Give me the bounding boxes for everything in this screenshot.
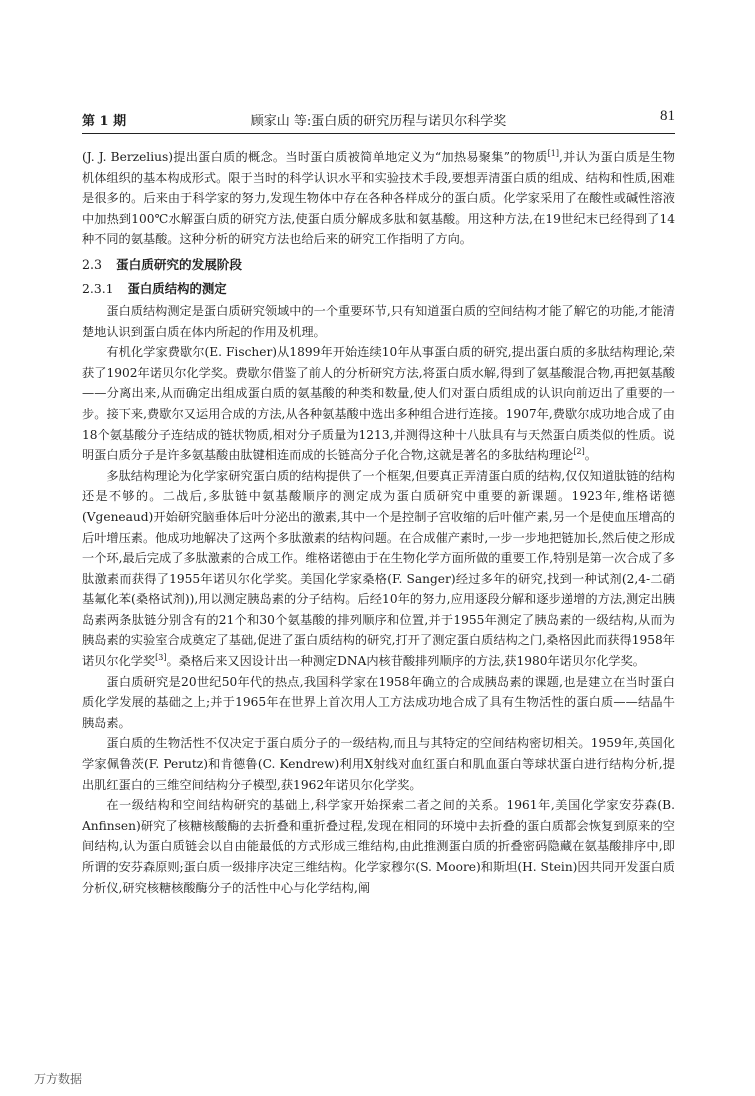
paragraph-3-text-cont: 。 bbox=[584, 448, 597, 463]
paragraph-4-text: 多肽结构理论为化学家研究蛋白质的结构提供了一个框架,但要真正弄清蛋白质的结构,仅仅知道肽链的结构还是不够的。二战后,多肽链中氨基酸顺序的测定成为蛋白质研究中重要的新课题。1923年,维格诺德(Vgeneaud)开始研究脑垂体后叶分泌出的激素,其中一个是控制子宫收缩的后叶催产素,另一个是使血压增高的后叶增压素。他成功地解决了这两个多肽激素的结构问题。在合成催产素时,一步一步地把链加长,然后使之形成一个环,最后完成了多肽激素的合成工作。维格诺德由于在生物化学方面所做的重要工作,特别是第一次合成了多肽激素而获得了1955年诺贝尔化学奖。美国化学家桑格(F. Sanger)经过多年的研究,找到一种试剂(2,4-二硝基氟化苯(桑格试剂)),用以测定胰岛素的分子结构。后经10年的努力,应用逐段分解和逐步递增的方法,测定出胰岛素两条肽链分别含有的21个和30个氨基酸的排列顺序和位置,并于1955年测定了胰岛素的一级结构,从而为胰岛素的实验室合成奠定了基础,促进了蛋白质结构的研究,打开了测定蛋白质结构之门,桑格因此而获得1958年诺贝尔化学奖 bbox=[82, 468, 675, 669]
paragraph-7: 在一级结构和空间结构研究的基础上,科学家开始探索二者之间的关系。1961年,美国化学家安芬森(B. Anfinsen)研究了核糖核酸酶的去折叠和重折叠过程,发现在相同的环境中去折叠的蛋白质都会恢复到原来的空间结构,认为蛋白质链会以自由能最低的方式形成三维结构,由此推测蛋白质的折叠密码隐藏在氨基酸排序中,即所谓的安芬森原则;蛋白质一级排序决定三维结构。化学家穆尔(S. Moore)和斯坦(H. Stein)因共同开发蛋白质分析仪,研究核糖核酸酶分子的活性中心与化学结构,阐 bbox=[82, 798, 675, 895]
paragraph-1 bbox=[82, 147, 675, 250]
running-header bbox=[82, 110, 675, 132]
citation-ref: [1] bbox=[547, 149, 559, 158]
section-title: 蛋白质研究的发展阶段 bbox=[116, 256, 242, 272]
paragraph-2: 蛋白质结构测定是蛋白质研究领域中的一个重要环节,只有知道蛋白质的空间结构才能了解它的功能,才能清楚地认识到蛋白质在体内所起的作用及机理。 bbox=[82, 303, 675, 339]
subsection-number: 2.3.1 bbox=[82, 280, 114, 296]
header-rule bbox=[82, 133, 675, 134]
paragraph-5: 蛋白质研究是20世纪50年代的热点,我国科学家在1958年确立的合成胰岛素的课题,也是建立在当时蛋白质化学发展的基础之上;并于1965年在世界上首次用人工方法成功地合成了具有生物活性的蛋白质——结晶牛胰岛素。 bbox=[82, 674, 675, 730]
article-body bbox=[82, 147, 675, 898]
paragraph-1-text-cont: ,并认为蛋白质是生物机体组织的基本构成形式。限于当时的科学认识水平和实验技术手段,要想弄清蛋白质的组成、结构和性质,困难是很多的。后来由于科学家的努力,发现生物体中存在各种各样成分的蛋白质。化学家采用了在酸性或碱性溶液中加热到100℃水解蛋白质的研究方法,使蛋白质分解成多肽和氨基酸。用这种方法,在19世纪末已经得到了14种不同的氨基酸。这种分析的研究方法也给后来的研究工作指明了方向。 bbox=[82, 150, 675, 247]
watermark-text: 万方数据 bbox=[34, 1072, 83, 1086]
paragraph-4-text-cont: 。桑格后来又因设计出一种测定DNA内核苷酸排列顺序的方法,获1980年诺贝尔化学奖。 bbox=[166, 654, 645, 669]
paragraph-4 bbox=[82, 466, 675, 672]
subsection-title: 蛋白质结构的测定 bbox=[127, 280, 227, 296]
subsection-heading-2-3-1 bbox=[82, 278, 675, 299]
citation-ref: [3] bbox=[155, 653, 167, 663]
paragraph-6: 蛋白质的生物活性不仅决定于蛋白质分子的一级结构,而且与其特定的空间结构密切相关。1959年,英国化学家佩鲁茨(F. Perutz)和肯德鲁(C. Kendrew)利用X射线对血红蛋白和肌血蛋白等球状蛋白进行结构分析,提出肌红蛋白的三维空间结构分子模型,获1962年诺贝尔化学奖。 bbox=[82, 736, 675, 792]
paragraph-1-text: (J. J. Berzelius)提出蛋白质的概念。当时蛋白质被简单地定义为“加热易聚集”的物质 bbox=[82, 150, 548, 164]
issue-label: 第 1 期 bbox=[82, 114, 127, 129]
page-number: 81 bbox=[660, 108, 675, 124]
citation-ref: [2] bbox=[573, 447, 585, 457]
section-number: 2.3 bbox=[82, 256, 103, 272]
section-heading-2-3 bbox=[82, 254, 675, 275]
running-title: 顾家山 等:蛋白质的研究历程与诺贝尔科学奖 bbox=[250, 114, 507, 129]
paragraph-3-text: 有机化学家费歇尔(E. Fischer)从1899年开始连续10年从事蛋白质的研究,提出蛋白质的多肽结构理论,荣获了1902年诺贝尔化学奖。费歇尔借鉴了前人的分析研究方法,将蛋白质水解,得到了氨基酸混合物,再把氨基酸——分离出来,从而确定出组成蛋白质的氨基酸的种类和数量,使人们对蛋白质组成的认识向前迈出了重要的一步。接下来,费歇尔又运用合成的方法,从各种氨基酸中选出多种组合进行连接。1907年,费歇尔成功地合成了由18个氨基酸分子连结成的链状物质,相对分子质量为1213,并测得这种十八肽具有与天然蛋白质类似的性质。说明蛋白质分子是许多氨基酸由肽键相连而成的长链高分子化合物,这就是著名的多肽结构理论 bbox=[82, 345, 675, 463]
paragraph-3 bbox=[82, 342, 675, 466]
